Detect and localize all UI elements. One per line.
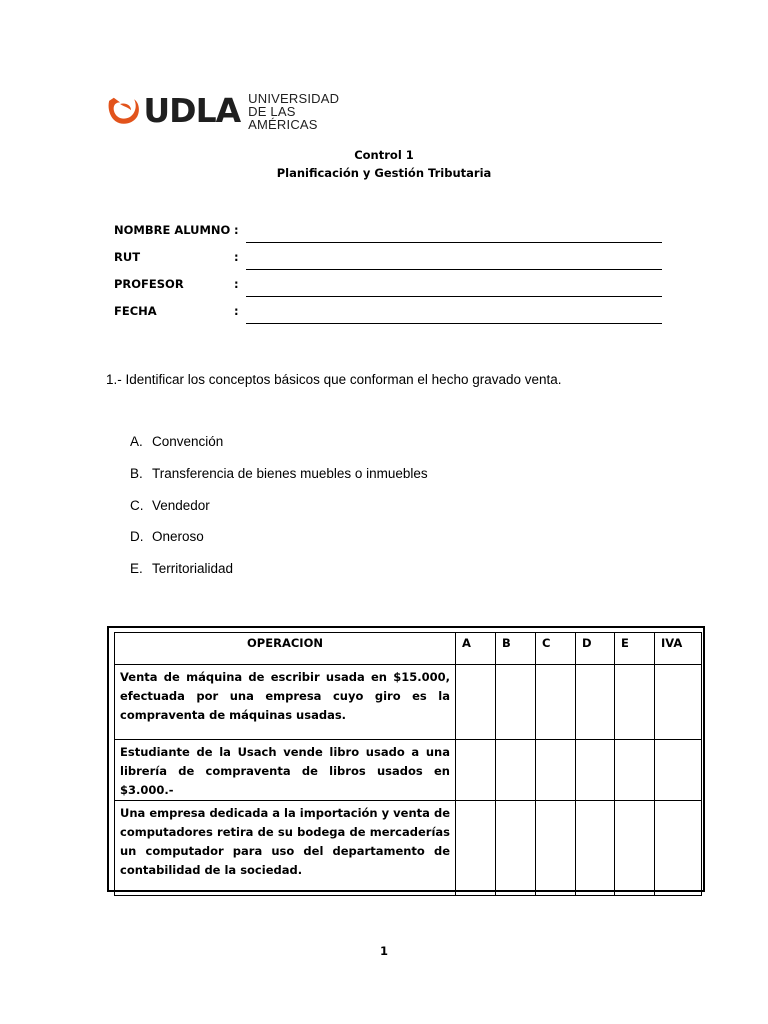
header-b: B [496, 633, 536, 665]
option-letter: D. [130, 529, 144, 544]
answer-cell-c[interactable] [536, 740, 576, 801]
header-e: E [615, 633, 655, 665]
logo-line-1: UNIVERSIDAD [248, 90, 340, 106]
answer-cell-d[interactable] [576, 740, 615, 801]
option-text: Transferencia de bienes muebles o inmuebles [152, 466, 428, 481]
option-b [130, 466, 428, 481]
table-row [115, 740, 702, 801]
answer-cell-a[interactable] [456, 740, 496, 801]
operations-table-frame [107, 626, 705, 892]
answer-cell-d[interactable] [576, 801, 615, 896]
table-row [115, 665, 702, 740]
operation-description: Una empresa dedicada a la importación y venta de computadores retira de su bodega de mercaderías un computador para uso del departamento de contabilidad de la sociedad. [115, 801, 456, 896]
logo-wordmark: UDLA [143, 91, 241, 130]
header-operacion: OPERACION [115, 633, 456, 665]
option-a [130, 434, 223, 449]
rut-line[interactable] [246, 269, 662, 270]
document-subtitle: Planificación y Gestión Tributaria [276, 166, 492, 180]
document-title: Control 1 [354, 148, 414, 162]
field-label-nombre: NOMBRE ALUMNO [114, 223, 231, 237]
logo-subtitle [248, 92, 342, 131]
operation-description: Estudiante de la Usach vende libro usado a una librería de compraventa de libros usados en $3.000.- [115, 740, 456, 801]
option-text: Vendedor [152, 498, 210, 513]
table-header-row [115, 633, 702, 665]
field-colon: : [234, 277, 239, 291]
answer-cell-c[interactable] [536, 665, 576, 740]
answer-cell-a[interactable] [456, 665, 496, 740]
answer-cell-c[interactable] [536, 801, 576, 896]
udla-logo-icon [106, 92, 140, 130]
option-letter: E. [130, 561, 143, 576]
answer-cell-a[interactable] [456, 801, 496, 896]
page-number: 1 [379, 944, 388, 958]
profesor-line[interactable] [246, 296, 662, 297]
header-c: C [536, 633, 576, 665]
option-letter: A. [130, 434, 143, 449]
field-label-rut: RUT [114, 250, 141, 264]
answer-cell-iva[interactable] [655, 740, 702, 801]
option-text: Oneroso [152, 529, 204, 544]
option-text: Convención [152, 434, 224, 449]
fecha-line[interactable] [246, 323, 662, 324]
answer-cell-e[interactable] [615, 740, 655, 801]
option-letter: B. [130, 466, 143, 481]
logo-line-2: DE LAS AMÉRICAS [248, 103, 318, 132]
nombre-alumno-line[interactable] [246, 242, 662, 243]
answer-cell-b[interactable] [496, 665, 536, 740]
header-d: D [576, 633, 615, 665]
operations-table [114, 632, 702, 896]
option-text: Territorialidad [152, 561, 234, 576]
answer-cell-b[interactable] [496, 740, 536, 801]
field-label-fecha: FECHA [114, 304, 157, 318]
field-colon: : [234, 223, 239, 237]
field-colon: : [234, 250, 239, 264]
answer-cell-b[interactable] [496, 801, 536, 896]
answer-cell-iva[interactable] [655, 801, 702, 896]
university-logo [106, 92, 342, 130]
answer-cell-d[interactable] [576, 665, 615, 740]
answer-cell-iva[interactable] [655, 665, 702, 740]
option-e [130, 561, 233, 576]
header-a: A [456, 633, 496, 665]
option-letter: C. [130, 498, 144, 513]
answer-cell-e[interactable] [615, 665, 655, 740]
operation-description: Venta de máquina de escribir usada en $15.000, efectuada por una empresa cuyo giro es la compraventa de máquinas usadas. [115, 665, 456, 740]
field-label-profesor: PROFESOR [114, 277, 184, 291]
header-iva: IVA [655, 633, 702, 665]
table-row [115, 801, 702, 896]
option-d [130, 529, 204, 544]
field-colon: : [234, 304, 239, 318]
question-text: 1.- Identificar los conceptos básicos que conforman el hecho gravado venta. [106, 372, 562, 387]
answer-cell-e[interactable] [615, 801, 655, 896]
option-c [130, 498, 210, 513]
